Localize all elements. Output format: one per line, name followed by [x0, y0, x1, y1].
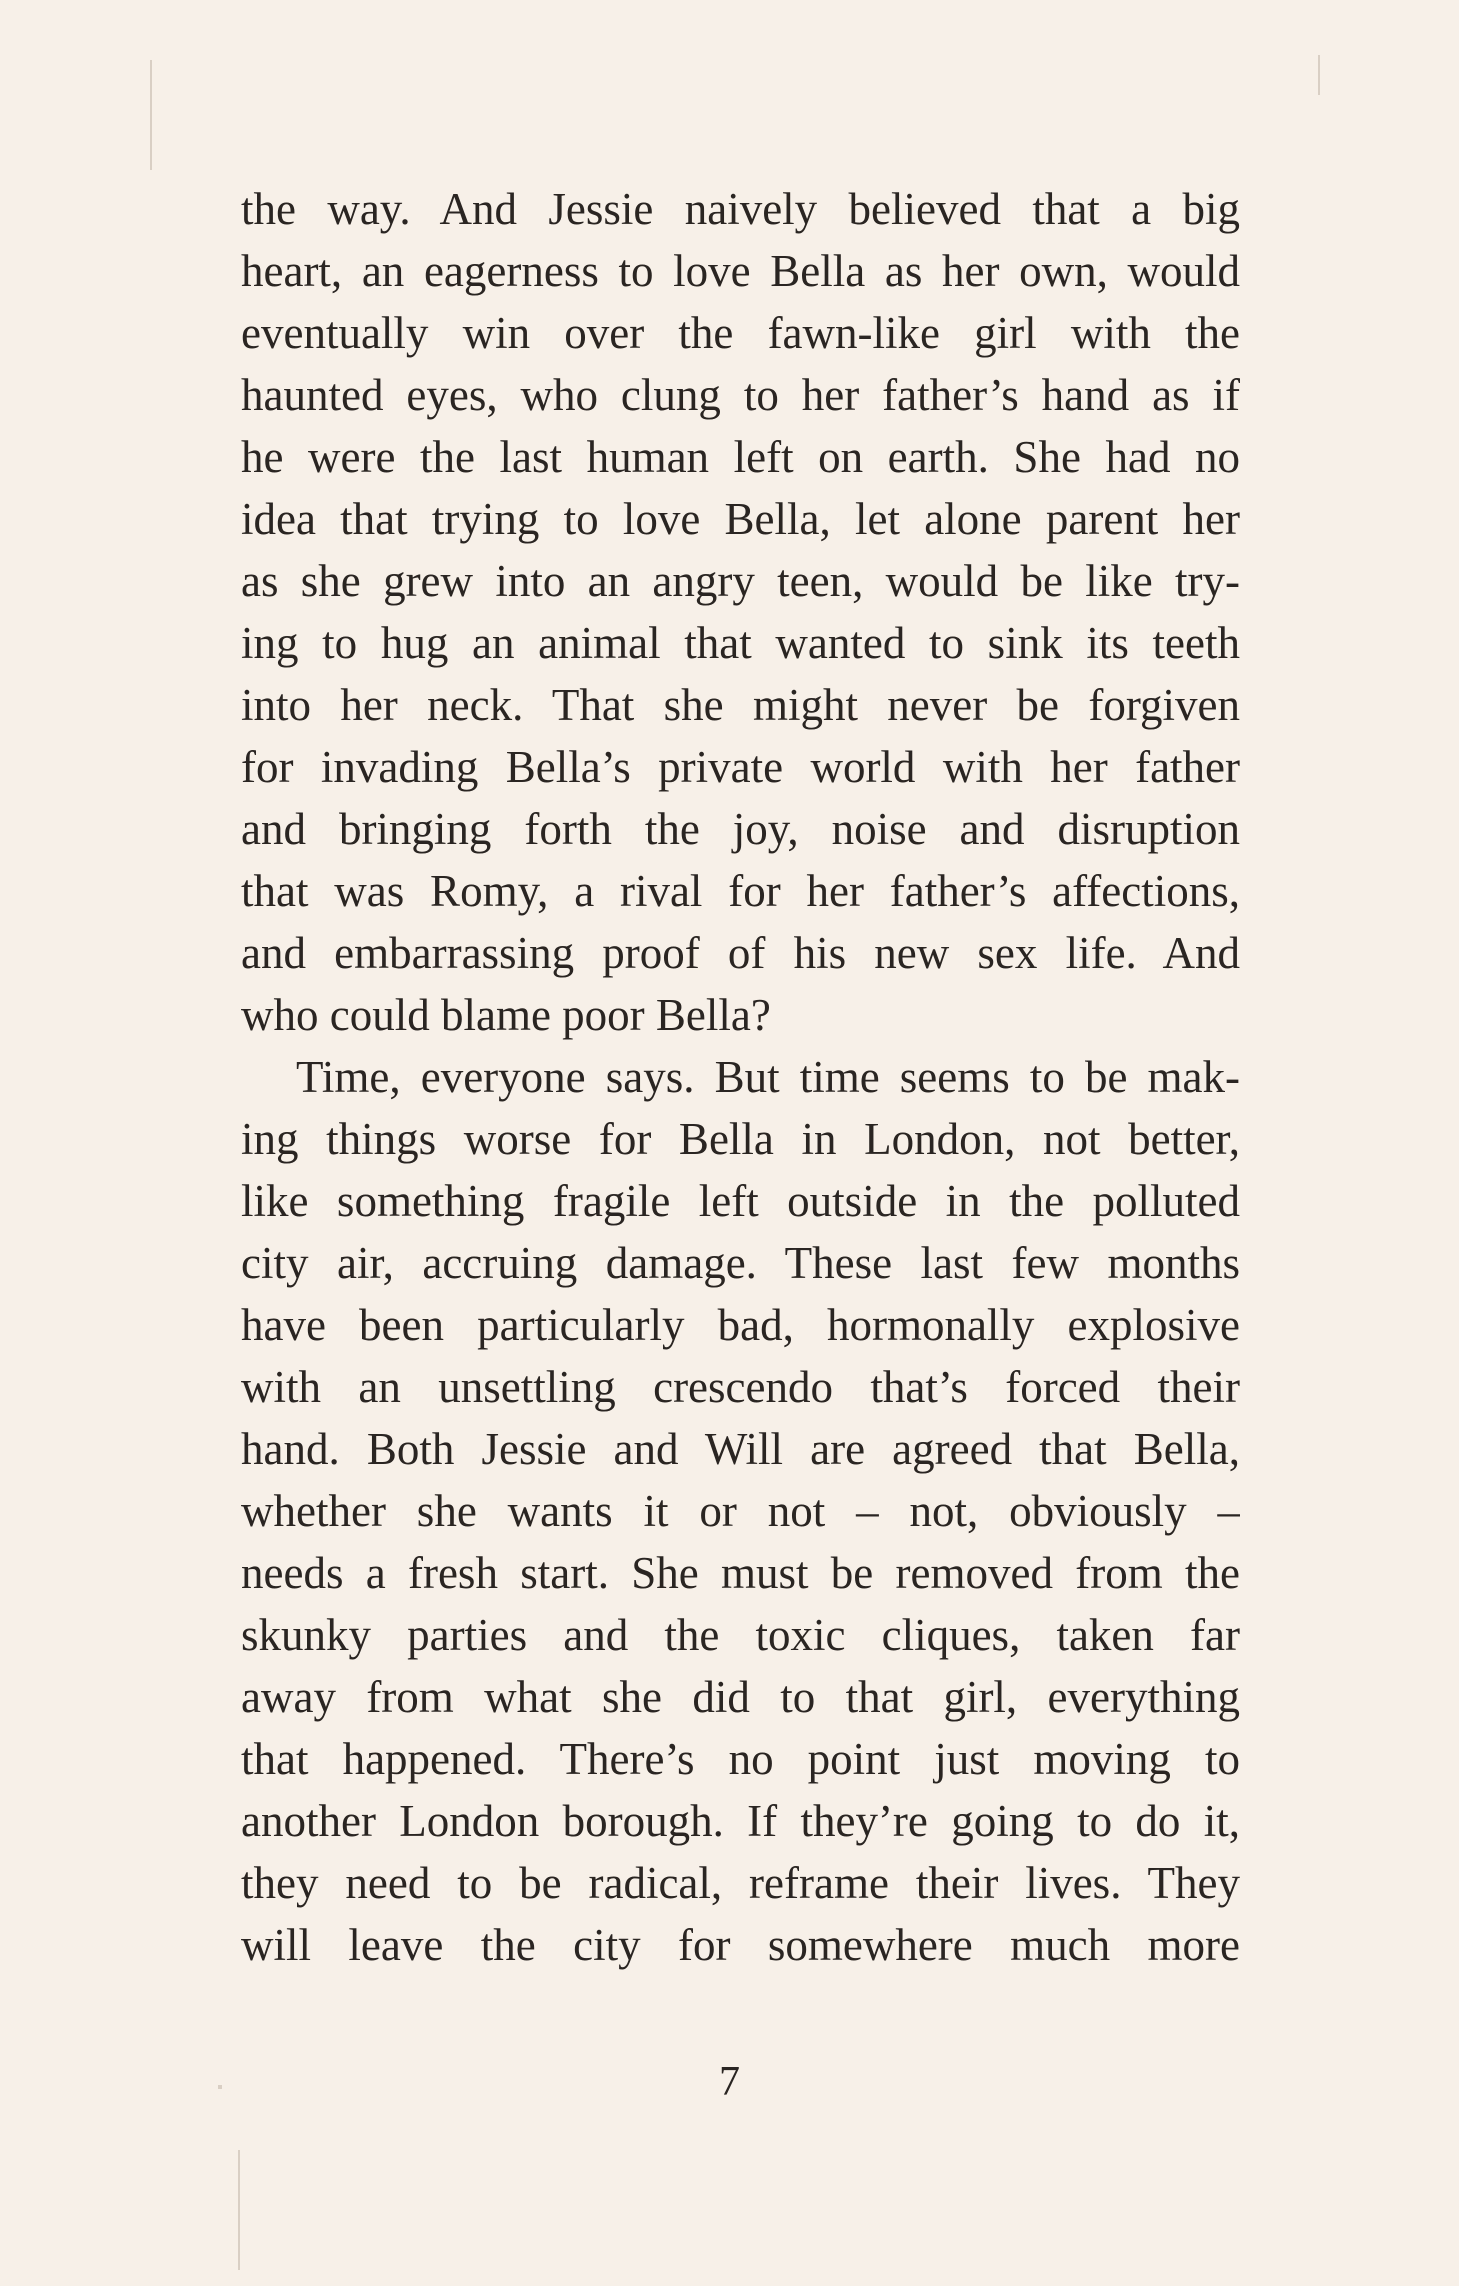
text-line: for invading Bella’s private world with her father: [241, 742, 1240, 792]
text-line: ing things worse for Bella in London, not better,: [241, 1114, 1240, 1164]
text-line: that happened. There’s no point just moving to: [241, 1734, 1240, 1784]
text-line: heart, an eagerness to love Bella as her own, would: [241, 246, 1240, 296]
paper-speck: [150, 60, 152, 170]
text-line: whether she wants it or not – not, obviously –: [241, 1486, 1240, 1536]
text-line: they need to be radical, reframe their lives. They: [241, 1858, 1240, 1908]
text-line: another London borough. If they’re going to do it,: [241, 1796, 1240, 1846]
text-line: hand. Both Jessie and Will are agreed that Bella,: [241, 1424, 1240, 1474]
text-line: have been particularly bad, hormonally explosive: [241, 1300, 1240, 1350]
text-line: as she grew into an angry teen, would be like try-: [241, 556, 1240, 606]
text-line: haunted eyes, who clung to her father’s hand as if: [241, 370, 1240, 420]
text-line: needs a fresh start. She must be removed from the: [241, 1548, 1240, 1598]
text-line: will leave the city for somewhere much more: [241, 1920, 1240, 1970]
paper-speck: [238, 2150, 240, 2270]
page-number: 7: [719, 2059, 740, 2105]
text-line: with an unsettling crescendo that’s forced their: [241, 1362, 1240, 1412]
paper-speck: [1318, 55, 1320, 95]
text-line: like something fragile left outside in the polluted: [241, 1176, 1240, 1226]
text-line: idea that trying to love Bella, let alone parent her: [241, 494, 1240, 544]
text-line: who could blame poor Bella?: [241, 990, 771, 1040]
text-line: skunky parties and the toxic cliques, taken far: [241, 1610, 1240, 1660]
text-line: Time, everyone says. But time seems to be mak-: [296, 1052, 1240, 1102]
text-line: the way. And Jessie naively believed that a big: [241, 184, 1240, 234]
text-line: city air, accruing damage. These last few months: [241, 1238, 1240, 1288]
text-line: and embarrassing proof of his new sex life. And: [241, 928, 1240, 978]
body-text: [241, 178, 1240, 1976]
text-line: and bringing forth the joy, noise and disruption: [241, 804, 1240, 854]
text-line: he were the last human left on earth. She had no: [241, 432, 1240, 482]
text-line: away from what she did to that girl, everything: [241, 1672, 1240, 1722]
text-line: that was Romy, a rival for her father’s affections,: [241, 866, 1240, 916]
text-line: into her neck. That she might never be forgiven: [241, 680, 1240, 730]
text-line: ing to hug an animal that wanted to sink its teeth: [241, 618, 1240, 668]
text-line: eventually win over the fawn-like girl with the: [241, 308, 1240, 358]
